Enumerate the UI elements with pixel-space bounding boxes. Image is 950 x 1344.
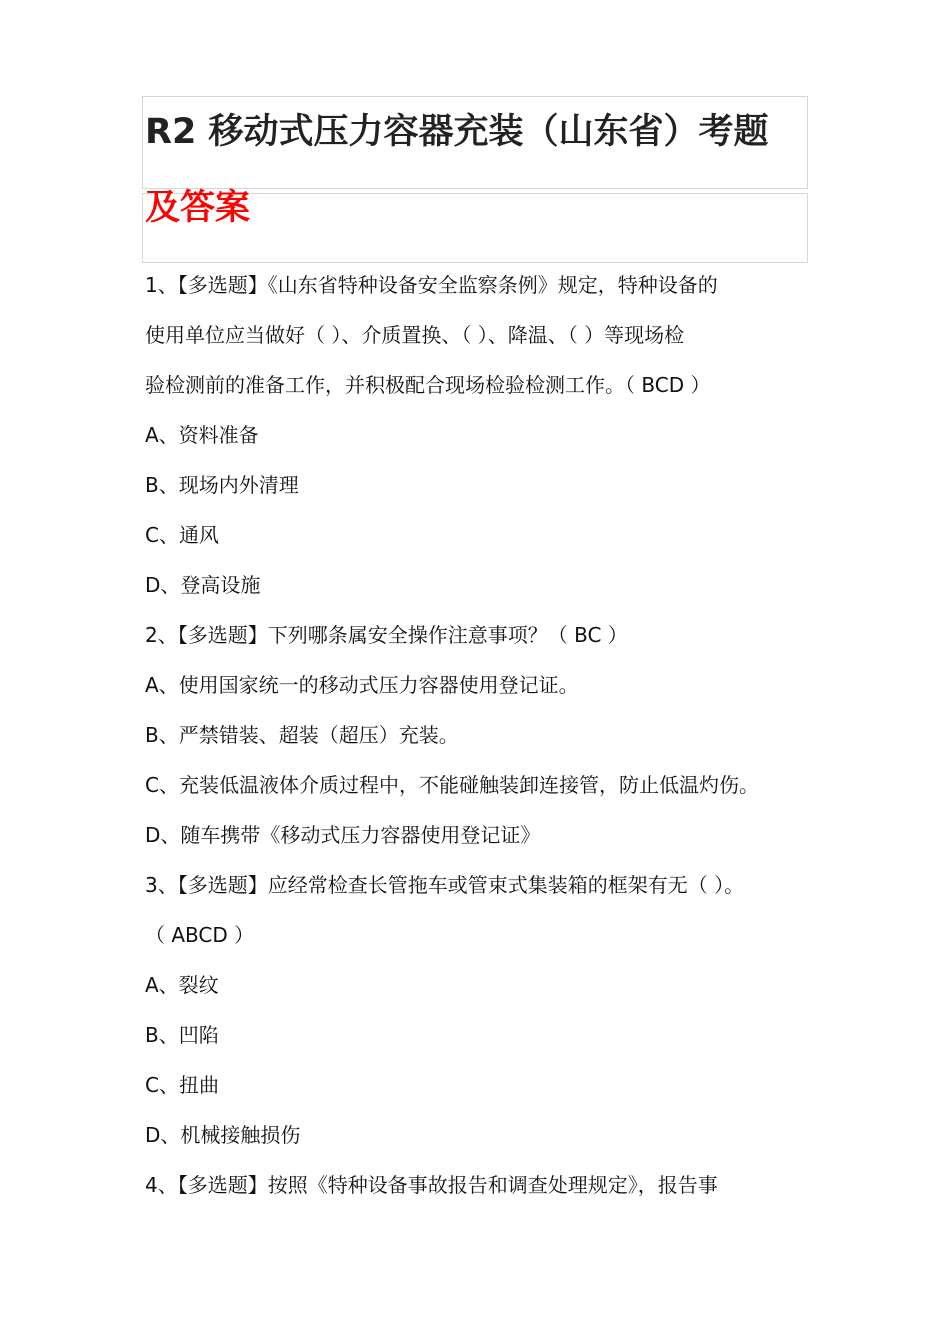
- question-1-text-line-2: 使用单位应当做好（ ）、介质置换、（ ）、降温、（ ）等现场检: [145, 323, 685, 347]
- question-1-option-a: A、资料准备: [145, 423, 259, 447]
- question-1-text-line-1: 1、【多选题】《山东省特种设备安全监察条例》规定，特种设备的: [145, 273, 718, 297]
- question-2-option-d: D、随车携带《移动式压力容器使用登记证》: [145, 823, 541, 847]
- question-3-option-b: B、凹陷: [145, 1023, 219, 1047]
- question-1-option-d: D、登高设施: [145, 573, 261, 597]
- question-2-option-c: C、充装低温液体介质过程中，不能碰触装卸连接管，防止低温灼伤。: [145, 773, 759, 797]
- question-3-text-line-1: 3、【多选题】应经常检查长管拖车或管束式集装箱的框架有无（ ）。: [145, 873, 745, 897]
- document-title-line-2: 及答案: [145, 188, 251, 228]
- question-1-text-line-3: 验检测前的准备工作，并积极配合现场检验检测工作。（ BCD ）: [145, 373, 711, 397]
- question-3-option-a: A、裂纹: [145, 973, 219, 997]
- question-3-option-c: C、扭曲: [145, 1073, 219, 1097]
- question-1-option-b: B、现场内外清理: [145, 473, 299, 497]
- question-3-option-d: D、机械接触损伤: [145, 1123, 301, 1147]
- question-2-option-b: B、严禁错装、超装（超压）充装。: [145, 723, 459, 747]
- question-3-answer: （ ABCD ）: [145, 923, 255, 947]
- question-2-text: 2、【多选题】下列哪条属安全操作注意事项？（ BC ）: [145, 623, 628, 647]
- question-2-option-a: A、使用国家统一的移动式压力容器使用登记证。: [145, 673, 579, 697]
- question-1-option-c: C、通风: [145, 523, 219, 547]
- question-4-text-line-1: 4、【多选题】按照《特种设备事故报告和调查处理规定》，报告事: [145, 1173, 718, 1197]
- document-title-line-1: R2 移动式压力容器充装（山东省）考题: [145, 112, 769, 152]
